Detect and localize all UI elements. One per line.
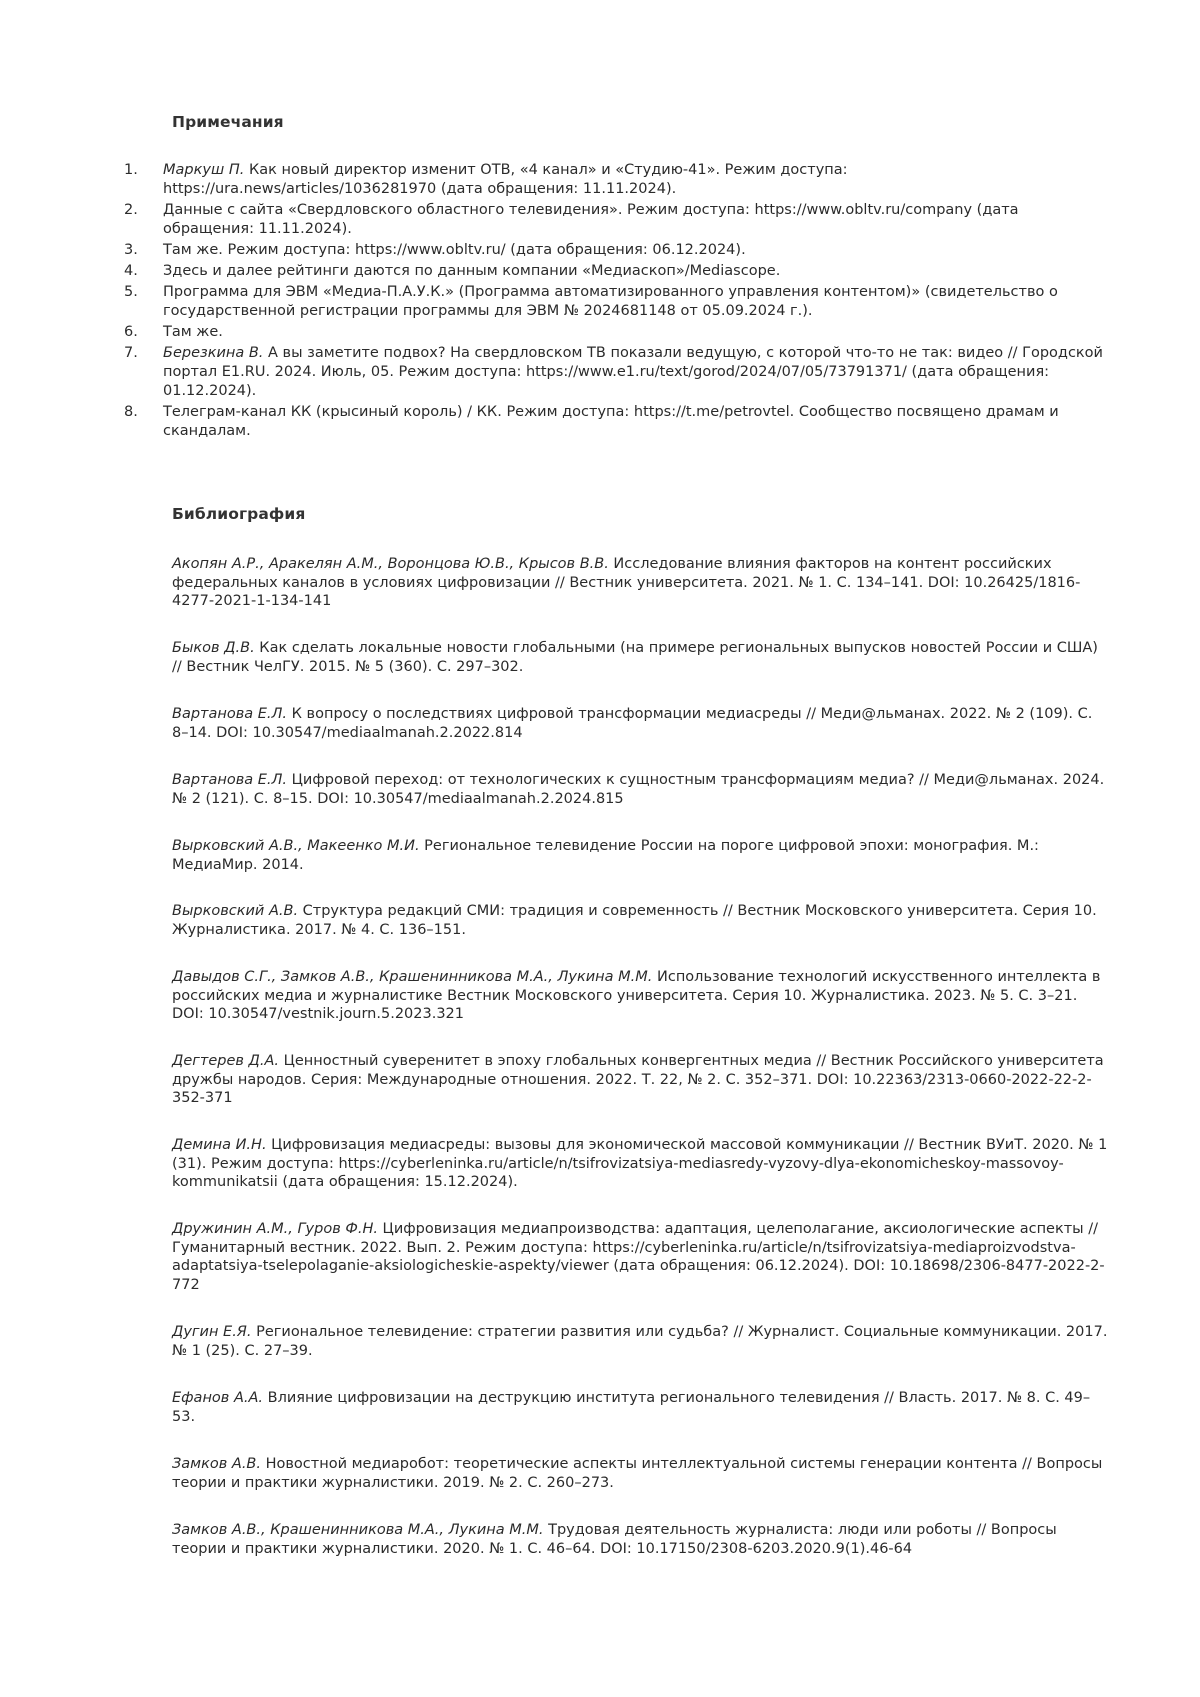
- bibliography-entry: [172, 1220, 1112, 1294]
- entry-author: Вартанова Е.Л.: [172, 706, 287, 722]
- bibliography-entry: [172, 1455, 1112, 1492]
- entry-text: Цифровизация медиасреды: вызовы для экономической массовой коммуникации // Вестник ВУиТ. 2020. № 1 (31). Режим доступа: https://cyberleninka.ru/article/n/tsifrovizatsiya-mediasredy-vyzovy-dlya-ekonomicheskoy-massovoy-kommunikatsii (дата обращения: 15.12.2024).: [172, 1137, 1107, 1190]
- entry-author: Замков А.В., Крашенинникова М.А., Лукина М.М.: [172, 1522, 544, 1538]
- note-author: Маркуш П.: [163, 162, 244, 178]
- document-page: [0, 0, 1200, 1697]
- bibliography-entry: [172, 1521, 1112, 1558]
- entry-text: Региональное телевидение: стратегии развития или судьба? // Журналист. Социальные коммуникации. 2017. № 1 (25). С. 27–39.: [172, 1324, 1107, 1359]
- bibliography-entry: [172, 1389, 1112, 1426]
- note-number: 2.: [124, 201, 138, 220]
- bibliography-entry: [172, 639, 1112, 676]
- entry-text: Использование технологий искусственного интеллекта в российских медиа и журналистике Вестник Московского университета. Серия 10. Журналистика. 2023. № 5. С. 3–21. DOI: 10.30547/vestnik.journ.5.2023.321: [172, 969, 1100, 1022]
- note-text: Программа для ЭВМ «Медиа-П.А.У.К.» (Программа автоматизированного управления контентом)» (свидетельство о государственной регистрации программы для ЭВМ № 2024681148 от 05.09.2024 г.).: [163, 284, 1058, 319]
- bibliography-entry: [172, 771, 1112, 808]
- bibliography-entry: [172, 902, 1112, 939]
- entry-author: Акопян А.Р., Аракелян А.М., Воронцова Ю.В., Крысов В.В.: [172, 556, 609, 572]
- note-number: 1.: [124, 161, 138, 180]
- bibliography-entry: [172, 968, 1112, 1024]
- notes-list: [124, 161, 1104, 443]
- note-item: [124, 344, 1104, 401]
- entry-author: Демина И.Н.: [172, 1137, 267, 1153]
- entry-text: Структура редакций СМИ: традиция и современность // Вестник Московского университета. Серия 10. Журналистика. 2017. № 4. С. 136–151.: [172, 903, 1097, 938]
- entry-author: Вартанова Е.Л.: [172, 772, 287, 788]
- note-text: Данные с сайта «Свердловского областного телевидения». Режим доступа: https://www.obltv.ru/company (дата обращения: 11.11.2024).: [163, 202, 1019, 237]
- entry-author: Давыдов С.Г., Замков А.В., Крашенинникова М.А., Лукина М.М.: [172, 969, 652, 985]
- entry-text: Региональное телевидение России на пороге цифровой эпохи: монография. М.: МедиаМир. 2014.: [172, 838, 1039, 873]
- bibliography-entry: [172, 1052, 1112, 1108]
- note-number: 5.: [124, 283, 138, 302]
- note-author: Березкина В.: [163, 345, 263, 361]
- note-text: Телеграм-канал КК (крысиный король) / КК. Режим доступа: https://t.me/petrovtel. Сообщество посвящено драмам и скандалам.: [163, 404, 1059, 439]
- note-text: Здесь и далее рейтинги даются по данным компании «Медиаскоп»/Mediascope.: [163, 263, 780, 279]
- bibliography-entry: [172, 705, 1112, 742]
- entry-text: Трудовая деятельность журналиста: люди или роботы // Вопросы теории и практики журналистики. 2020. № 1. С. 46–64. DOI: 10.17150/2308-6203.2020.9(1).46-64: [172, 1522, 1057, 1557]
- note-item: [124, 262, 1104, 281]
- note-item: [124, 403, 1104, 441]
- bibliography-heading: Библиография: [172, 505, 305, 523]
- entry-text: Цифровой переход: от технологических к сущностным трансформациям медиа? // Меди@льманах. 2024. № 2 (121). С. 8–15. DOI: 10.30547/mediaalmanah.2.2024.815: [172, 772, 1104, 807]
- entry-author: Вырковский А.В.: [172, 903, 298, 919]
- entry-author: Быков Д.В.: [172, 640, 255, 656]
- entry-author: Замков А.В.: [172, 1456, 261, 1472]
- bibliography-entry: [172, 837, 1112, 874]
- note-item: [124, 241, 1104, 260]
- entry-text: Цифровизация медиапроизводства: адаптация, целеполагание, аксиологические аспекты // Гуманитарный вестник. 2022. Вып. 2. Режим доступа: https://cyberleninka.ru/article/n/tsifrovizatsiya-mediaproizvodstva-adaptatsiya-tselepolaganie-aksiologicheskie-aspekty/viewer (дата обращения: 06.12.2024). DOI: 10.18698/2306-8477-2022-2-772: [172, 1221, 1105, 1293]
- bibliography-entry: [172, 555, 1112, 611]
- entry-text: Как сделать локальные новости глобальными (на примере региональных выпусков новостей России и США) // Вестник ЧелГУ. 2015. № 5 (360). С. 297–302.: [172, 640, 1098, 675]
- note-text: Как новый директор изменит ОТВ, «4 канал» и «Студию-41». Режим доступа: https://ura.news/articles/1036281970 (дата обращения: 11.11.2024).: [163, 162, 848, 197]
- note-number: 4.: [124, 262, 138, 281]
- entry-text: Новостной медиаробот: теоретические аспекты интеллектуальной системы генерации контента // Вопросы теории и практики журналистики. 2019. № 2. С. 260–273.: [172, 1456, 1102, 1491]
- notes-heading: Примечания: [172, 113, 284, 131]
- entry-author: Дегтерев Д.А.: [172, 1053, 279, 1069]
- entry-author: Дружинин А.М., Гуров Ф.Н.: [172, 1221, 378, 1237]
- entry-author: Дугин Е.Я.: [172, 1324, 252, 1340]
- entry-text: Влияние цифровизации на деструкцию института регионального телевидения // Власть. 2017. № 8. С. 49–53.: [172, 1390, 1090, 1425]
- note-number: 3.: [124, 241, 138, 260]
- entry-author: Вырковский А.В., Макеенко М.И.: [172, 838, 420, 854]
- note-item: [124, 283, 1104, 321]
- note-text: Там же.: [163, 324, 223, 340]
- note-text: А вы заметите подвох? На свердловском ТВ показали ведущую, с которой что-то не так: видео // Городской портал E1.RU. 2024. Июль, 05. Режим доступа: https://www.e1.ru/text/gorod/2024/07/05/73791371/ (дата обращения: 01.12.2024).: [163, 345, 1103, 399]
- entry-text: Исследование влияния факторов на контент российских федеральных каналов в условиях цифровизации // Вестник университета. 2021. № 1. С. 134–141. DOI: 10.26425/1816-4277-2021-1-134-141: [172, 556, 1080, 609]
- entry-author: Ефанов А.А.: [172, 1390, 263, 1406]
- note-item: [124, 161, 1104, 199]
- note-item: [124, 323, 1104, 342]
- bibliography-entry: [172, 1136, 1112, 1192]
- note-number: 7.: [124, 344, 138, 363]
- entry-text: Ценностный суверенитет в эпоху глобальных конвергентных медиа // Вестник Российского университета дружбы народов. Серия: Международные отношения. 2022. Т. 22, № 2. С. 352–371. DOI: 10.22363/2313-0660-2022-22-2-352-371: [172, 1053, 1104, 1106]
- bibliography-entry: [172, 1323, 1112, 1360]
- note-item: [124, 201, 1104, 239]
- note-number: 6.: [124, 323, 138, 342]
- note-number: 8.: [124, 403, 138, 422]
- entry-text: К вопросу о последствиях цифровой трансформации медиасреды // Меди@льманах. 2022. № 2 (109). С. 8–14. DOI: 10.30547/mediaalmanah.2.2022.814: [172, 706, 1092, 741]
- note-text: Там же. Режим доступа: https://www.obltv.ru/ (дата обращения: 06.12.2024).: [163, 242, 746, 258]
